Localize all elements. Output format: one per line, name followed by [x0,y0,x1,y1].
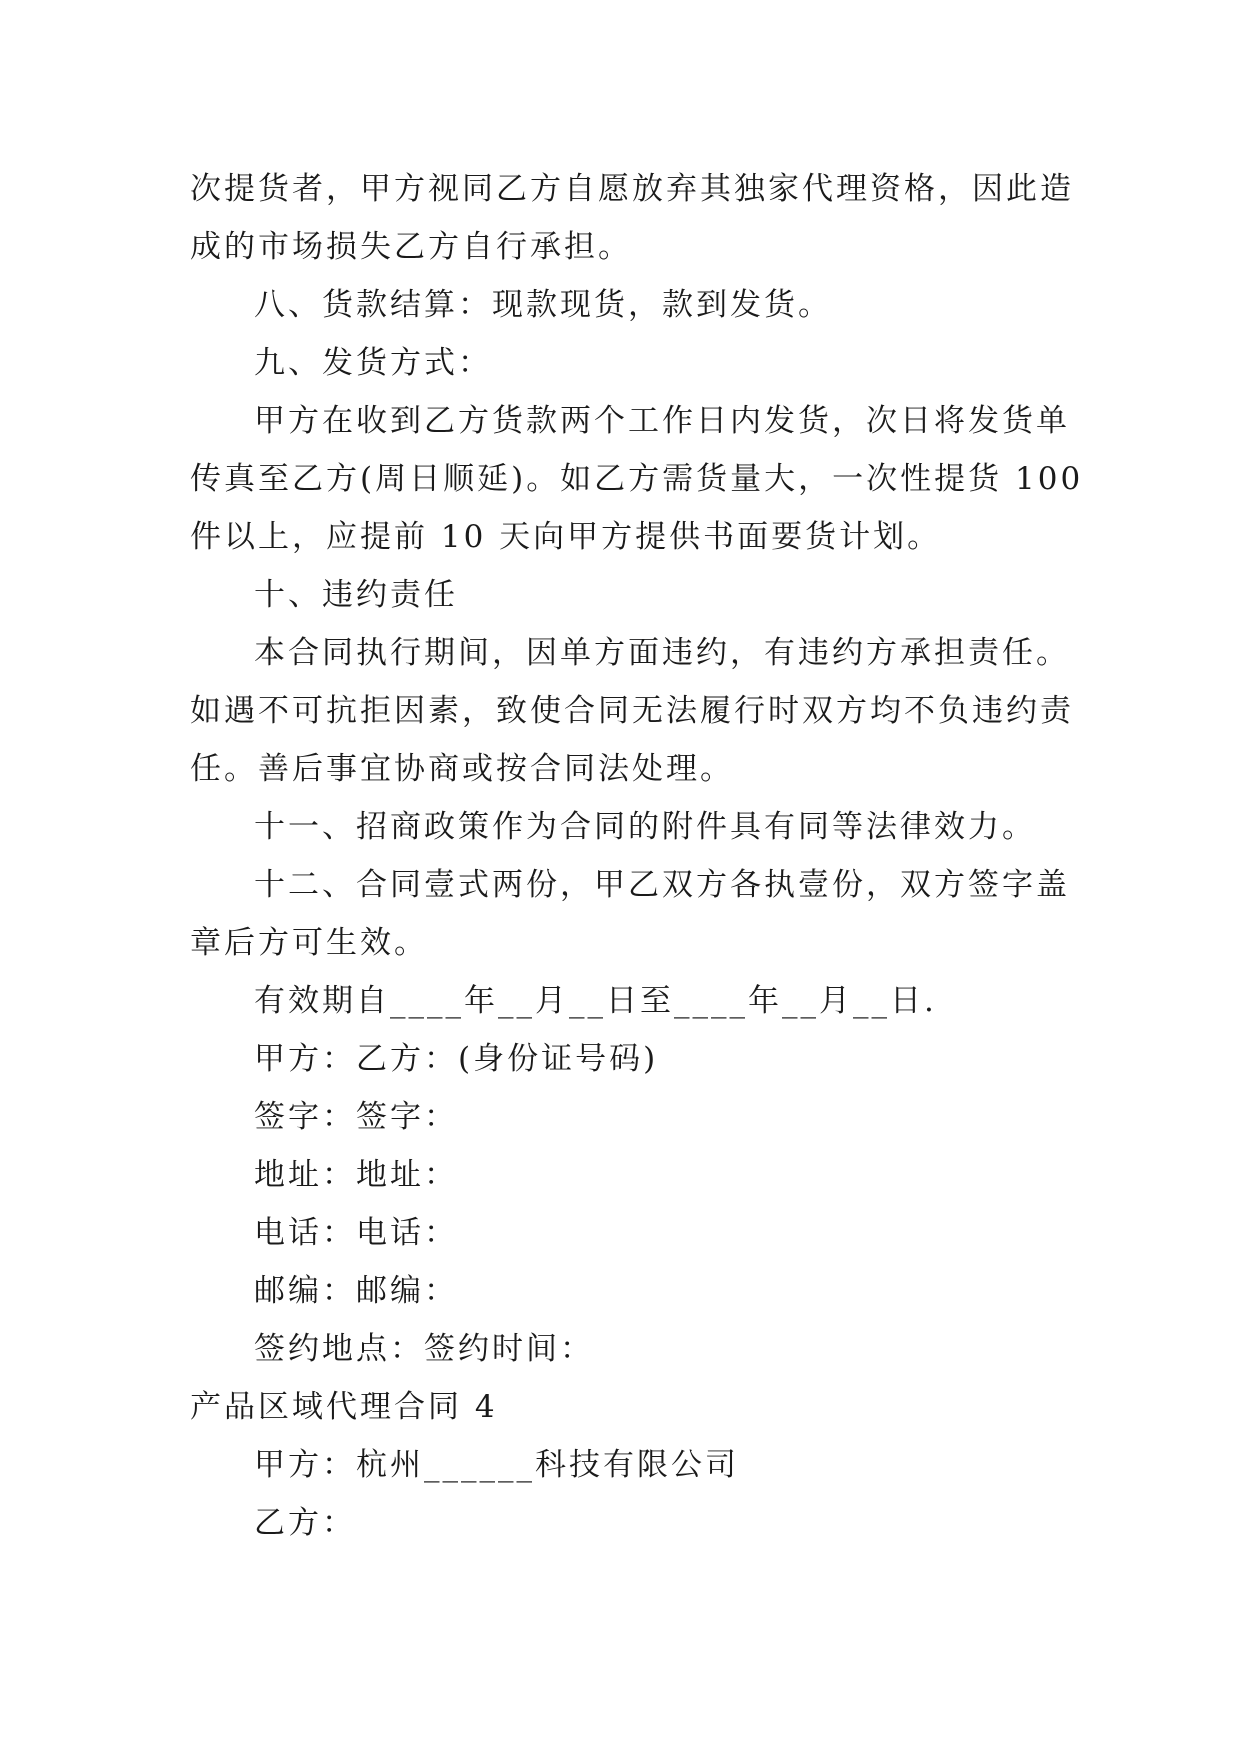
paragraph-line: 如遇不可抗拒因素，致使合同无法履行时双方均不负违约责 [190,693,1074,729]
section-heading-11: 十一、招商政策作为合同的附件具有同等法律效力。 [254,809,1036,845]
paragraph-line: 甲方在收到乙方货款两个工作日内发货，次日将发货单 [254,403,1070,439]
paragraph-line: 次提货者，甲方视同乙方自愿放弃其独家代理资格，因此造 [190,171,1074,207]
paragraph-line: 成的市场损失乙方自行承担。 [190,229,632,265]
signature-line: 签字：签字： [254,1099,458,1135]
document-body [190,160,1084,1552]
address-line: 地址：地址： [254,1157,458,1193]
paragraph-line: 任。善后事宜协商或按合同法处理。 [190,751,734,787]
section-heading-10: 十、违约责任 [254,577,458,613]
contract-title: 产品区域代理合同 4 [190,1389,498,1425]
signing-place-time-line: 签约地点：签约时间： [254,1331,594,1367]
party-a-line: 甲方：杭州______科技有限公司 [254,1447,739,1483]
paragraph-line: 本合同执行期间，因单方面违约，有违约方承担责任。 [254,635,1070,671]
section-heading-9: 九、发货方式： [254,345,492,381]
party-b-line: 乙方： [254,1505,356,1541]
party-line: 甲方：乙方：(身份证号码) [254,1041,659,1077]
postcode-line: 邮编：邮编： [254,1273,458,1309]
section-heading-8: 八、货款结算：现款现货，款到发货。 [254,287,832,323]
phone-line: 电话：电话： [254,1215,458,1251]
validity-period-line: 有效期自____年__月__日至____年__月__日. [254,983,937,1019]
paragraph-line: 件以上，应提前 10 天向甲方提供书面要货计划。 [190,519,942,555]
paragraph-line: 章后方可生效。 [190,925,428,961]
paragraph-line: 传真至乙方(周日顺延)。如乙方需货量大，一次性提货 100 [190,461,1084,497]
section-heading-12: 十二、合同壹式两份，甲乙双方各执壹份，双方签字盖 [254,867,1070,903]
